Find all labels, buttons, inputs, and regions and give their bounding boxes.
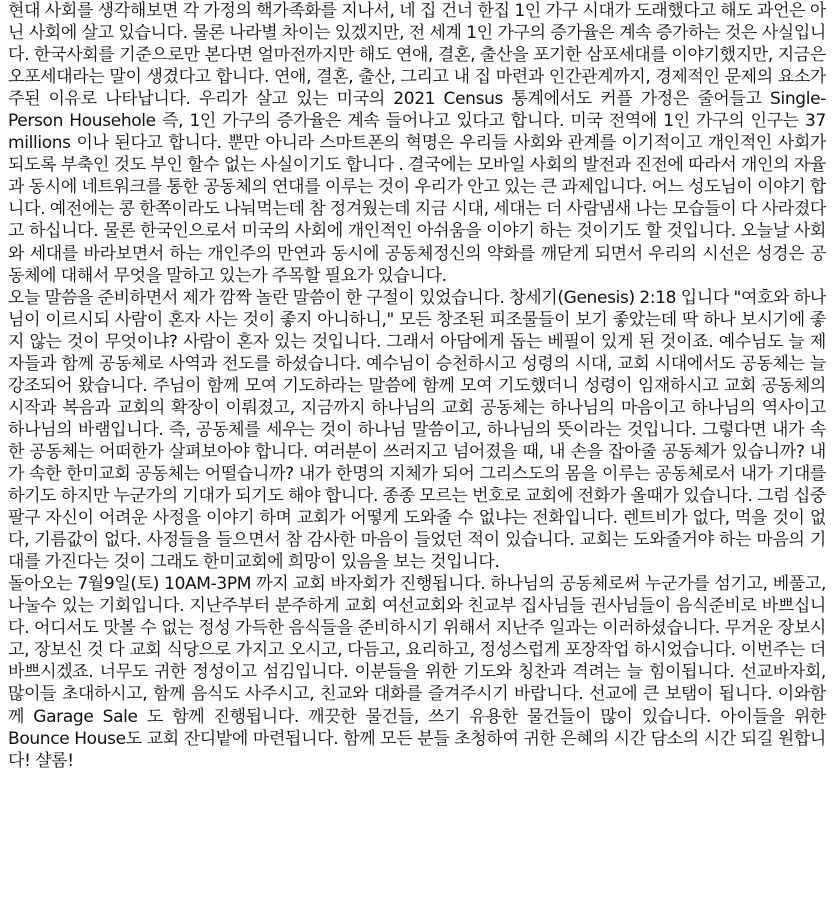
paragraph-church-bazaar: 돌아오는 7월9일(토) 10AM-3PM 까지 교회 바자회가 진행됩니다. 하나님의 공동체로써 누군가를 섬기고, 베풀고, 나눌수 있는 기회입니다. 지난주부터 분주하게 교회 여선교회와 친교부 집사님들 권사님들이 음식준비로 바쁘십니다. 어디서도 맛볼 수 없는 정성 가득한 음식들을 준비하시기 위해서 지난주 일과는 이러하셨습니다. 무거운 장보시고, 장보신 것 다 교회 식당으로 가지고 오시고, 다듬고, 요리하고, 정성스럽게 포장작업 하시었습니다. 이번주는 더 바쁘시겠죠. 너무도 귀한 정성이고 섬김입니다. 이분들을 위한 기도와 칭찬과 격려는 늘 힘이됩니다. 선교바자회, 많이들 초대하시고, 함께 음식도 사주시고, 친교와 대화를 즐겨주시기 바랍니다. 선교에 큰 보탬이 됩니다. 이와함께 Garage Sale 도 함께 진행됩니다. 깨끗한 물건들, 쓰기 유용한 물건들이 많이 있습니다. 아이들을 위한 Bounce House도 교회 잔디밭에 마련됩니다. 함께 모든 분들 초청하여 귀한 은혜의 시간 담소의 시간 되길 원합니다! 샬롬! — [8, 574, 826, 771]
document-page — [8, 0, 826, 900]
paragraph-single-person-households: 현대 사회를 생각해보면 각 가정의 핵가족화를 지나서, 네 집 건너 한집 1인 가구 시대가 도래했다고 해도 과언은 아닌 사회에 살고 있습니다. 물론 나라별 차이는 있겠지만, 전 세계 1인 가구의 증가율은 계속 증가하는 것은 사실입니다. 한국사회를 기준으로만 본다면 얼마전까지만 해도 연애, 결혼, 출산을 포기한 삼포세대를 이야기했지만, 지금은 오포세대라는 말이 생겼다고 합니다. 연애, 결혼, 출산, 그리고 내 집 마련과 인간관계까지, 경제적인 문제의 요소가 주된 이유로 나타납니다. 우리가 살고 있는 미국의 2021 Census 통계에서도 커플 가정은 줄어들고 Single-Person Householе 즉, 1인 가구의 증가율은 계속 들어나고 있다고 합니다. 미국 전역에 1인 가구의 인구는 37 millions 이나 된다고 합니다. 뿐만 아니라 스마트폰의 혁명은 우리들 사회와 관계를 이기적이고 개인적인 사회가 되도록 부축인 것도 부인 할수 없는 사실이기도 합니다 . 결국에는 모바일 사회의 발전과 진전에 따라서 개인의 자율과 동시에 네트워크를 통한 공동체의 연대를 이루는 것이 우리가 안고 있는 큰 과제입니다. 어느 성도님이 이야기 합니다. 예전에는 콩 한쪽이라도 나눠먹는데 참 정겨웠는데 지금 시대, 세대는 더 사람냄새 나는 모습들이 다 사라졌다고 하십니다. 물론 한국인으로서 미국의 사회에 개인적인 아쉬움을 이야기 하는 것이기도 할 것입니다. 오늘날 사회와 세대를 바라보면서 하는 개인주의 만연과 동시에 공동체정신의 약화를 깨닫게 되면서 우리의 시선은 성경은 공동체에 대해서 무엇을 말하고 있는가 주목할 필요가 있습니다. — [8, 1, 826, 286]
paragraph-genesis-community: 오늘 말씀을 준비하면서 제가 깜짝 놀란 말씀이 한 구절이 있었습니다. 창세기(Genesis) 2:18 입니다 "여호와 하나님이 이르시되 사람이 혼자 사는 것이 좋지 아니하니," 모든 창조된 피조물들이 보기 좋았는데 딱 하나 보시기에 좋지 않는 것이 무엇이냐? 사람이 혼자 있는 것입니다. 그래서 아담에게 돕는 베필이 있게 된 것이죠. 예수님도 늘 제자들과 함께 공동체로 사역과 전도를 하셨습니다. 예수님이 승천하시고 성령의 시대, 교회 시대에서도 공동체는 늘 강조되어 왔습니다. 주님이 함께 모여 기도하라는 말씀에 함께 모여 기도했더니 성령이 임재하시고 교회 공동체의 시작과 복음과 교회의 확장이 이뤄졌고, 지금까지 하나님의 교회 공동체는 하나님의 마음이고 하나님의 역사이고 하나님의 바램입니다. 즉, 공동체를 세우는 것이 하나님 말씀이고, 하나님의 뜻이라는 것입니다. 그렇다면 내가 속한 공동체는 어떠한가 살펴보아야 합니다. 여러분이 쓰러지고 넘어졌을 때, 내 손을 잡아줄 공동체가 있습니까? 내가 속한 한미교회 공동체는 어떨습니까? 내가 한명의 지체가 되어 그리스도의 몸을 이루는 공동체로서 내가 기대를 하기도 하지만 누군가의 기대가 되기도 해야 합니다. 종종 모르는 번호로 교회에 전화가 올때가 있습니다. 그럼 십중팔구 자신이 어려운 사정을 이야기 하며 교회가 어떻게 도와줄 수 없냐는 전화입니다. 렌트비가 없다, 먹을 것이 없다, 기름값이 없다. 사정들을 들으면서 참 감사한 마음이 들었던 적이 있습니다. 교회는 도와줄거야 하는 마음의 기대를 가진다는 것이 그래도 한미교회에 희망이 있음을 보는 것입니다. — [8, 287, 826, 573]
